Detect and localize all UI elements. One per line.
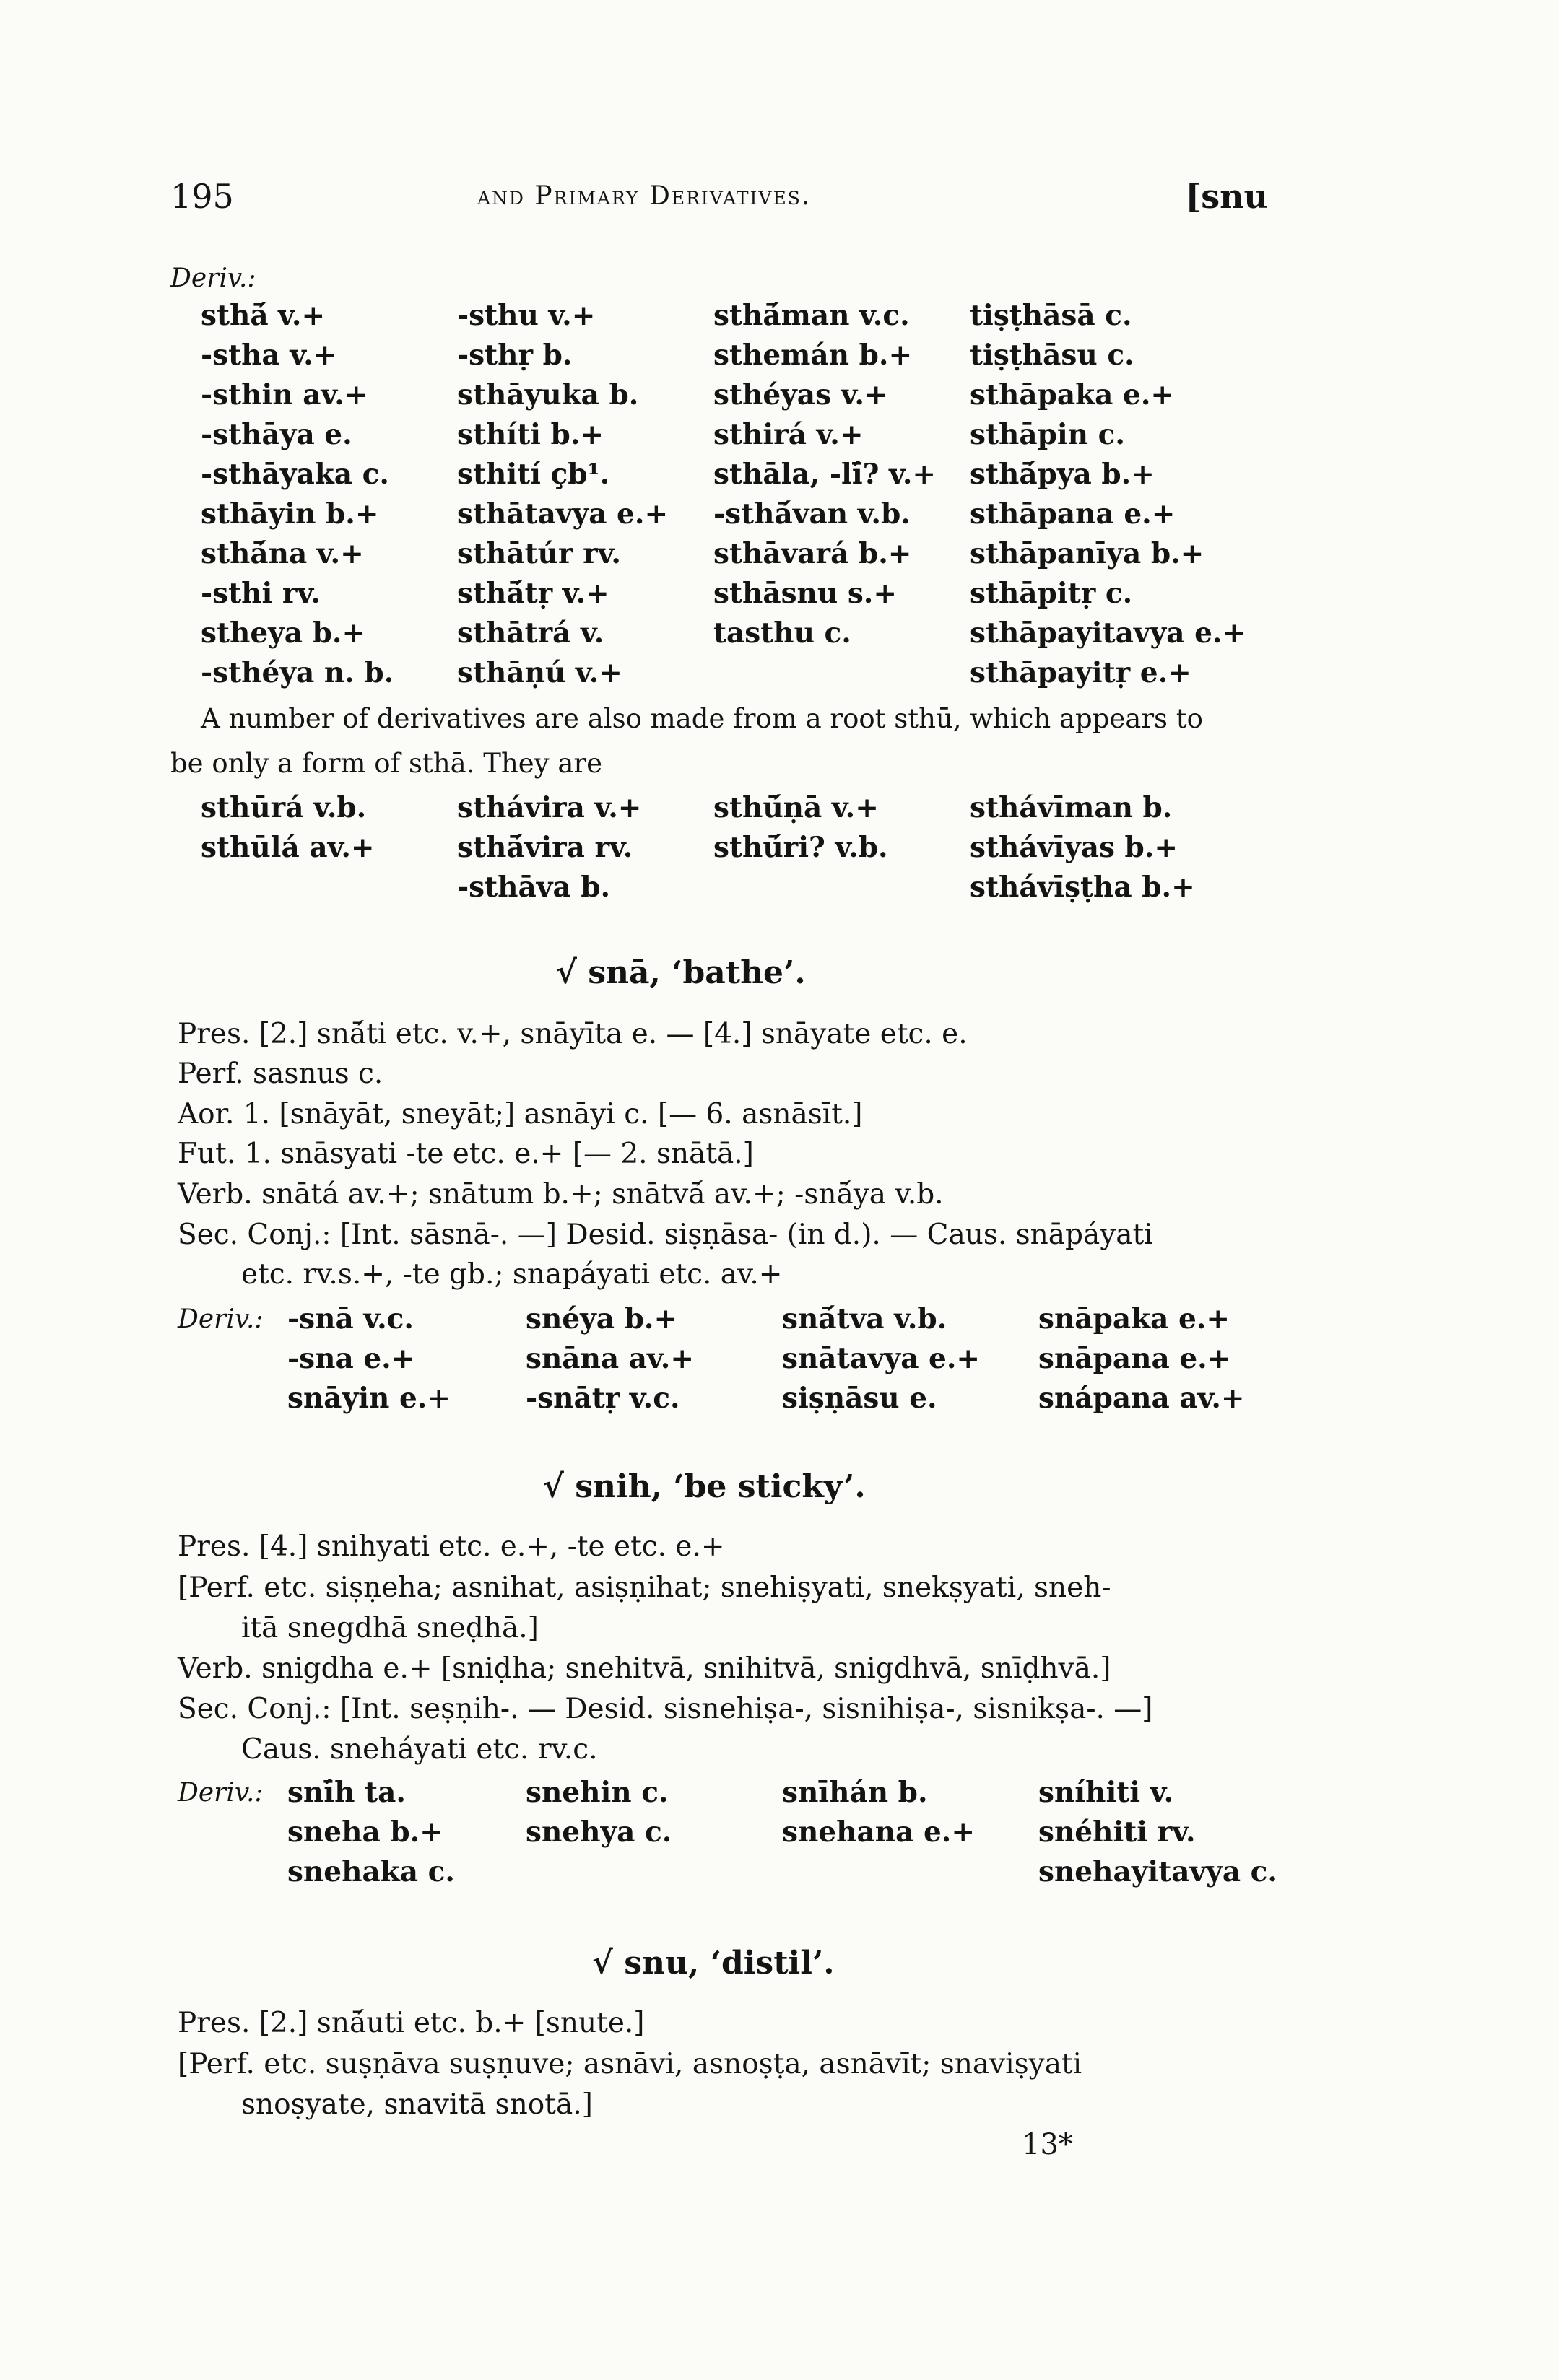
stha-deriv-label: Deriv.: bbox=[170, 263, 256, 293]
root-heading-snih: √ snih, ‘be sticky’. bbox=[543, 1468, 866, 1505]
deriv-entry: -sthṛ b. bbox=[457, 339, 573, 372]
sna-pres: Pres. [2.] snā́ti etc. v.+, snāyīta e. — [4.] snāyate etc. e. bbox=[178, 1018, 968, 1050]
sna-deriv-grid bbox=[287, 1299, 1298, 1418]
sna-deriv-label: Deriv.: bbox=[178, 1304, 264, 1334]
deriv-entry: tiṣṭhāsu c. bbox=[970, 339, 1134, 372]
deriv-entry: snīhán b. bbox=[782, 1776, 928, 1809]
deriv-entry: snehya c. bbox=[526, 1815, 672, 1849]
stha-deriv-grid bbox=[201, 296, 1280, 693]
deriv-entry: sthávīyas b.+ bbox=[970, 831, 1178, 864]
deriv-entry: sthā́man v.c. bbox=[713, 299, 910, 332]
deriv-entry: snā́tva v.b. bbox=[782, 1302, 947, 1335]
deriv-entry: snehayitavya c. bbox=[1038, 1855, 1278, 1888]
snih-deriv-label: Deriv.: bbox=[178, 1778, 264, 1808]
deriv-entry: tasthu c. bbox=[713, 616, 851, 650]
deriv-entry: snāyin e.+ bbox=[287, 1382, 451, 1415]
sna-aor: Aor. 1. [snāyāt, sneyāt;] asnāyi c. [— 6. asnāsīt.] bbox=[178, 1098, 863, 1130]
running-title: and Primary Derivatives. bbox=[477, 181, 812, 211]
deriv-entry bbox=[526, 1852, 782, 1892]
deriv-entry: sthātrá v. bbox=[457, 616, 604, 650]
deriv-entry: -sthu v.+ bbox=[457, 299, 596, 332]
deriv-entry: -sthāya e. bbox=[201, 418, 352, 451]
deriv-entry: siṣṇāsu e. bbox=[782, 1382, 937, 1415]
snu-pres: Pres. [2.] snā́uti etc. b.+ [snute.] bbox=[178, 2007, 645, 2039]
deriv-entry: sthávīman b. bbox=[970, 791, 1173, 824]
deriv-entry: snī́h ta. bbox=[287, 1776, 406, 1809]
deriv-entry bbox=[201, 868, 457, 907]
deriv-entry: sneha b.+ bbox=[287, 1815, 443, 1849]
sthu-note-line2: be only a form of sthā. They are bbox=[170, 748, 602, 779]
deriv-entry: sthāyin b.+ bbox=[201, 497, 379, 531]
page-header bbox=[170, 177, 1268, 220]
deriv-entry: sthití çb¹. bbox=[457, 458, 610, 491]
deriv-entry: stheya b.+ bbox=[201, 616, 366, 650]
sthu-note-line1: A number of derivatives are also made from a root sthū, which appears to bbox=[201, 703, 1203, 734]
snu-perf-1: [Perf. etc. suṣṇāva suṣṇuve; asnāvi, asnoṣṭa, asnāvīt; snaviṣyati bbox=[178, 2048, 1082, 2080]
deriv-entry: snéya b.+ bbox=[526, 1302, 678, 1335]
sna-perf: Perf. sasnus c. bbox=[178, 1058, 383, 1090]
deriv-entry: sthātúr rv. bbox=[457, 537, 621, 570]
deriv-entry: sthávira v.+ bbox=[457, 791, 642, 824]
deriv-entry bbox=[782, 1852, 1038, 1892]
snih-pres: Pres. [4.] snihyati etc. e.+, -te etc. e.+ bbox=[178, 1530, 725, 1563]
snih-perf-1: [Perf. etc. siṣṇeha; asnihat, asiṣṇihat; snehiṣyati, snekṣyati, sneh- bbox=[178, 1572, 1111, 1604]
deriv-entry: sthāpitṛ c. bbox=[970, 577, 1133, 610]
guide-word: [snu bbox=[1185, 177, 1268, 216]
deriv-entry: sthātavya e.+ bbox=[457, 497, 669, 531]
sna-fut: Fut. 1. snāsyati -te etc. e.+ [— 2. snātā.] bbox=[178, 1138, 754, 1170]
deriv-entry: -sthéya n. b. bbox=[201, 656, 394, 689]
deriv-entry: tiṣṭhāsā c. bbox=[970, 299, 1132, 332]
deriv-entry: snāpana e.+ bbox=[1038, 1342, 1231, 1375]
deriv-entry: snéhiti rv. bbox=[1038, 1815, 1196, 1849]
deriv-entry: sthemán b.+ bbox=[713, 339, 913, 372]
deriv-entry: sthā́tṛ v.+ bbox=[457, 577, 609, 610]
deriv-entry: -sna e.+ bbox=[287, 1342, 415, 1375]
sna-verb: Verb. snātá av.+; snātum b.+; snātvā́ av.+; -snā́ya v.b. bbox=[178, 1178, 944, 1211]
deriv-entry: -sthi rv. bbox=[201, 577, 321, 610]
deriv-entry: -snātṛ v.c. bbox=[526, 1382, 680, 1415]
deriv-entry: -stha v.+ bbox=[201, 339, 337, 372]
deriv-entry: sthūrá v.b. bbox=[201, 791, 367, 824]
deriv-entry: sníhiti v. bbox=[1038, 1776, 1174, 1809]
deriv-entry: sthāpanīya b.+ bbox=[970, 537, 1204, 570]
page-number: 195 bbox=[170, 177, 234, 216]
snih-perf-2: itā snegdhā sneḍhā.] bbox=[241, 1612, 539, 1644]
deriv-entry: sthā́ v.+ bbox=[201, 299, 326, 332]
deriv-entry: snápana av.+ bbox=[1038, 1382, 1245, 1415]
deriv-entry: sthāsnu s.+ bbox=[713, 577, 898, 610]
deriv-entry: -sthin av.+ bbox=[201, 378, 368, 411]
deriv-entry: sthāpayitṛ e.+ bbox=[970, 656, 1191, 689]
deriv-entry: sthāṇú v.+ bbox=[457, 656, 622, 689]
deriv-entry: snehana e.+ bbox=[782, 1815, 976, 1849]
snih-deriv-grid bbox=[287, 1773, 1298, 1892]
deriv-entry: -snā v.c. bbox=[287, 1302, 414, 1335]
sna-sec-conj-1: Sec. Conj.: [Int. sāsnā-. —] Desid. siṣṇāsa- (in d.). — Caus. snāpáyati bbox=[178, 1219, 1153, 1251]
deriv-entry: sthāvará b.+ bbox=[713, 537, 912, 570]
deriv-entry: sthāpaka e.+ bbox=[970, 378, 1175, 411]
deriv-entry: sthā́pya b.+ bbox=[970, 458, 1155, 491]
deriv-entry: sthíti b.+ bbox=[457, 418, 604, 451]
deriv-entry: sthirá v.+ bbox=[713, 418, 864, 451]
deriv-entry: snāpaka e.+ bbox=[1038, 1302, 1230, 1335]
deriv-entry: sthāpayitavya e.+ bbox=[970, 616, 1246, 650]
deriv-entry: sthéyas v.+ bbox=[713, 378, 888, 411]
deriv-entry: snātavya e.+ bbox=[782, 1342, 981, 1375]
snih-verb: Verb. snigdha e.+ [sniḍha; snehitvā, snihitvā, snigdhvā, snīḍhvā.] bbox=[178, 1652, 1111, 1685]
deriv-entry: sthā́na v.+ bbox=[201, 537, 364, 570]
deriv-entry: -sthāva b. bbox=[457, 871, 611, 904]
deriv-entry: sthāla, -lī́? v.+ bbox=[713, 458, 937, 491]
deriv-entry: sthūlá av.+ bbox=[201, 831, 375, 864]
signature-mark: 13* bbox=[1022, 2128, 1073, 2161]
deriv-entry: sthávīṣṭha b.+ bbox=[970, 871, 1195, 904]
deriv-entry: -sthā́van v.b. bbox=[713, 497, 911, 531]
deriv-entry bbox=[713, 653, 970, 693]
deriv-entry: snāna av.+ bbox=[526, 1342, 695, 1375]
deriv-entry: sthā́vira rv. bbox=[457, 831, 633, 864]
deriv-entry: sthāpin c. bbox=[970, 418, 1125, 451]
deriv-entry: sthāpana e.+ bbox=[970, 497, 1176, 531]
deriv-entry: sthū́ṇā v.+ bbox=[713, 791, 879, 824]
root-heading-snu: √ snu, ‘distil’. bbox=[592, 1945, 835, 1982]
deriv-entry: -sthāyaka c. bbox=[201, 458, 389, 491]
sna-sec-conj-2: etc. rv.s.+, -te gb.; snapáyati etc. av.+ bbox=[241, 1258, 783, 1291]
deriv-entry bbox=[713, 868, 970, 907]
root-heading-sna: √ snā, ‘bathe’. bbox=[556, 954, 806, 991]
snih-sec-conj-1: Sec. Conj.: [Int. seṣṇih-. — Desid. sisnehiṣa-, sisnihiṣa-, sisnikṣa-. —] bbox=[178, 1693, 1153, 1725]
sthu-deriv-grid bbox=[201, 788, 1280, 907]
snih-sec-conj-2: Caus. sneháyati etc. rv.c. bbox=[241, 1733, 598, 1766]
snu-perf-2: snoṣyate, snavitā snotā.] bbox=[241, 2088, 593, 2121]
deriv-entry: snehaka c. bbox=[287, 1855, 455, 1888]
deriv-entry: sthū́ri? v.b. bbox=[713, 831, 888, 864]
deriv-entry: snehin c. bbox=[526, 1776, 669, 1809]
deriv-entry: sthāyuka b. bbox=[457, 378, 639, 411]
